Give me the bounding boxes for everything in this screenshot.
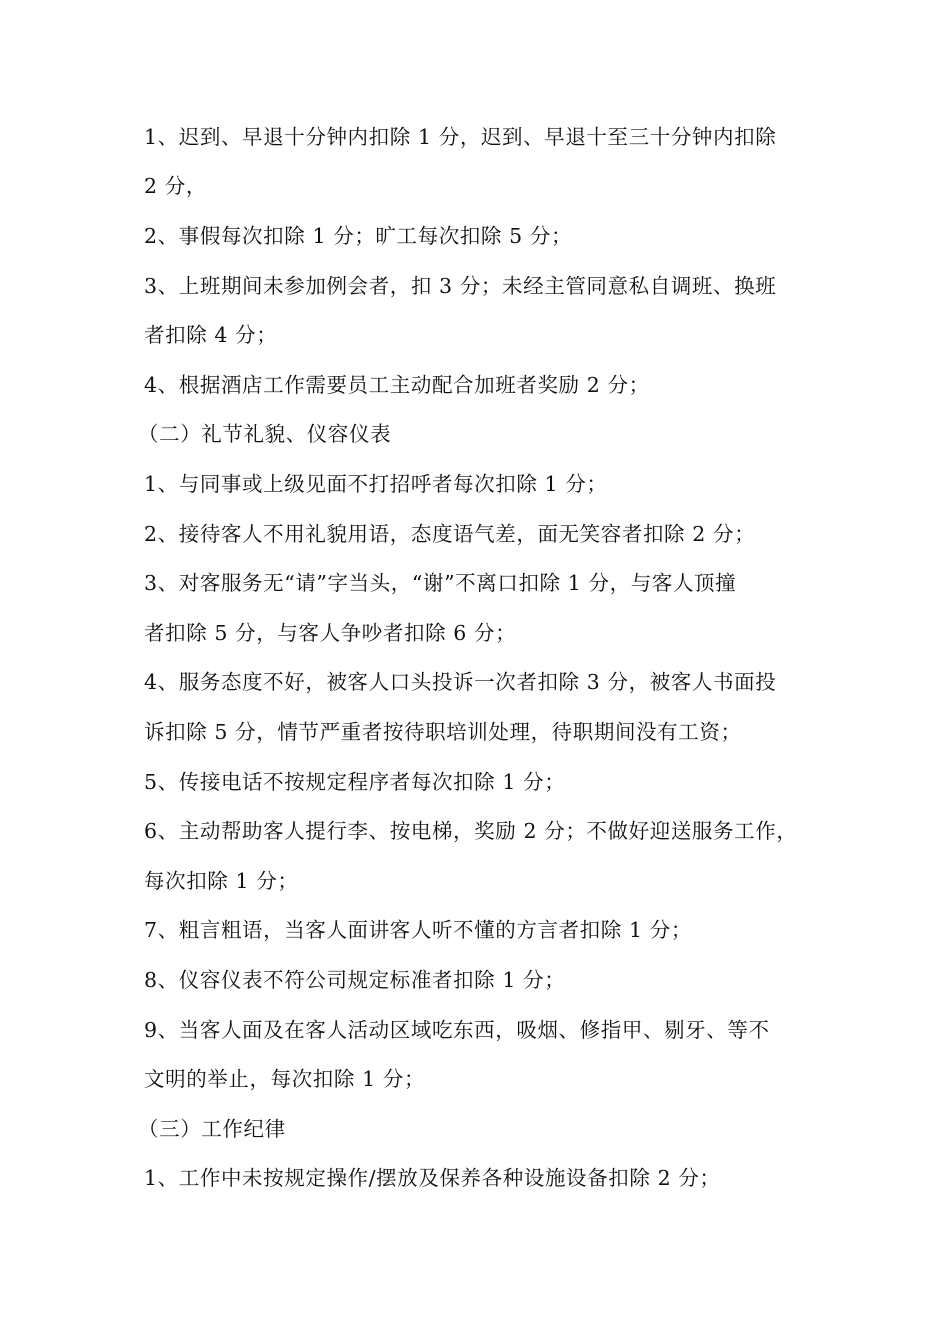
rule-line-late-early-cont: 2 分， (144, 174, 207, 198)
rule-line-leave-absence: 2、事假每次扣除 1 分；旷工每次扣除 5 分； (144, 224, 573, 248)
rule-line-luggage-elevator: 6、主动帮助客人提行李、按电梯，奖励 2 分；不做好迎送服务工作， (144, 819, 798, 843)
section-heading-etiquette: （二）礼节礼貌、仪容仪表 (138, 422, 392, 446)
rule-line-appearance: 8、仪容仪表不符公司规定标准者扣除 1 分； (144, 968, 566, 992)
rule-line-greeting: 1、与同事或上级见面不打招呼者每次扣除 1 分； (144, 472, 608, 496)
rule-line-please-thanks-cont: 者扣除 5 分，与客人争吵者扣除 6 分； (144, 621, 517, 645)
rule-line-complaints: 4、服务态度不好，被客人口头投诉一次者扣除 3 分，被客人书面投 (144, 670, 777, 694)
rule-line-luggage-elevator-cont: 每次扣除 1 分； (144, 869, 299, 893)
rule-line-complaints-cont: 诉扣除 5 分，情节严重者按待职培训处理，待职期间没有工资； (144, 720, 742, 744)
rule-line-eating-smoking: 9、当客人面及在客人活动区域吃东西，吸烟、修指甲、剔牙、等不 (144, 1018, 770, 1042)
section-heading-discipline: （三）工作纪律 (138, 1117, 286, 1141)
rule-line-equipment: 1、工作中未按规定操作/摆放及保养各种设施设备扣除 2 分； (144, 1166, 721, 1190)
rule-line-late-early: 1、迟到、早退十分钟内扣除 1 分，迟到、早退十至三十分钟内扣除 (144, 125, 777, 149)
rule-line-phone: 5、传接电话不按规定程序者每次扣除 1 分； (144, 770, 566, 794)
rule-line-eating-smoking-cont: 文明的举止，每次扣除 1 分； (144, 1067, 426, 1091)
rule-line-polite-language: 2、接待客人不用礼貌用语，态度语气差，面无笑容者扣除 2 分； (144, 522, 756, 546)
rule-line-overtime-reward: 4、根据酒店工作需要员工主动配合加班者奖励 2 分； (144, 373, 650, 397)
rule-line-meeting-shift: 3、上班期间未参加例会者，扣 3 分；未经主管同意私自调班、换班 (144, 274, 777, 298)
rule-line-rude-language: 7、粗言粗语，当客人面讲客人听不懂的方言者扣除 1 分； (144, 918, 692, 942)
rule-line-please-thanks: 3、对客服务无“请”字当头，“谢”不离口扣除 1 分，与客人顶撞 (144, 571, 737, 595)
rule-line-meeting-shift-cont: 者扣除 4 分； (144, 323, 278, 347)
